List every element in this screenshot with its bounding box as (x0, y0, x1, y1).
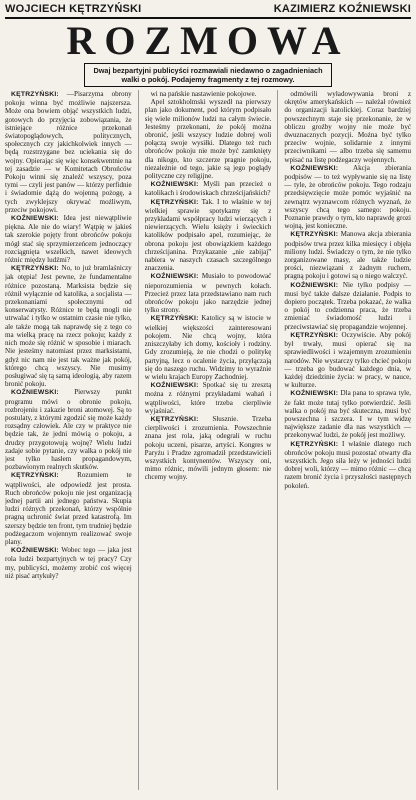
speaker-label: KOŹNIEWSKI: (290, 390, 339, 398)
article-title: ROZMOWA (66, 18, 350, 63)
speaker-label: KOŹNIEWSKI: (290, 281, 339, 289)
article-paragraph (284, 440, 411, 490)
speaker-label: KOŹNIEWSKI: (150, 382, 199, 390)
speaker-label: KĘTRZYŃSKI: (290, 331, 339, 339)
paragraph-text: Katolicy są w istocie w wielkiej większości zainteresowani pokojem. Nie chcą wojny, która zniszczyłaby ich domy, kościoły i rodziny. Gdy zrozumieją, że nie chodzi o politykę partyjną, lecz o ocalenie życia, przyłączają się do naszego ruchu. Widzimy to wyraźnie w wielu krajach Europy Zachodniej. (144, 314, 272, 381)
paragraph-text: Spotkać się tu zresztą można z różnymi przykładami wahań i wątpliwości, które trzeba cierpliwie wyjaśniać. (144, 381, 272, 415)
article-paragraph (145, 198, 272, 273)
article-paragraph (145, 180, 272, 197)
paragraph-text: Apel sztokholmski wyszedł na pierwszy plan jako dokument, pod którym podpisało się wiele milionów ludzi na całym świecie. Jesteśmy przekonani, że pokój można obronić, jeśli wszyscy ludzie dobrej woli połączą swoje wysiłki. Dlatego też ruch obrońców pokoju nie może być zamknięty dla nikogo, kto szczerze pragnie pokoju, niezależnie od tego, jakie są jego poglądy polityczne czy religijne. (144, 98, 272, 181)
paragraph-text: Nie tylko podpisy — musi być także dalsze działanie. Podpis to dopiero początek. Trzeba pokazać, że walka o pokój to codzienna praca, że trzeba zmieniać świadomość ludzi i przeciwstawiać się propagandzie wojennej. (284, 280, 411, 331)
paragraph-text: Myśli pan przecież o katolikach i środowiskach chrześcijańskich? (144, 180, 272, 198)
speaker-label: KOŹNIEWSKI: (11, 389, 59, 397)
speaker-label: KOŹNIEWSKI: (150, 273, 199, 281)
column-divider (277, 90, 278, 790)
article-paragraph (284, 164, 411, 231)
paragraph-text: No, to już bramlaśniczy jak otępia! Jest pewne, że fundamentalne różnice pozostaną. Marksista będzie się różnił wyłącznie od katolika, a socjalista — przekonaniami społecznymi od konserwatysty. Różnice te będą mogli nie utrwalać i tylko w ostatnim czasie nie tylko, ale także mogą tak naprawdę się z tego co ma wielką pracę na rzecz pokoju; każdy z nich może się różnić w sposobie i miarach. Nie jesteśmy natomiast przez marksistami, gdyż nic nam nie jest tak ważne jak pokój, którego chcą wszyscy. Nie musimy posługiwać się tą samą ideologią, aby razem bronić pokoju. (5, 264, 132, 389)
column-divider (138, 90, 139, 790)
author-left: WOJCIECH KĘTRZYŃSKI (5, 3, 142, 15)
paragraph-text: I właśnie dlatego ruch obrońców pokoju musi pozostać otwarty dla wszystkich. Jego siła leży w jedności ludzi dobrej woli, którzy — mimo różnic — chcą razem bronić życia i przyszłości następnych pokoleń. (284, 439, 411, 490)
paragraph-text: Manowa akcja zbierania podpisów trwa przez kilka miesięcy i objęła miliony ludzi. Świadczy o tym, że nie tylko zorganizowane masy, ale także ludzie prości, niezwiązani z żadnym ruchem, pragną pokoju i gotowi są o niego walczyć. (284, 230, 411, 281)
article-paragraph (5, 264, 132, 388)
paragraph-text: Musiało to powodować nieporozumienia w pewnych kołach. Przecież przez lata przedstawiano nam ruch obrońców pokoju jako narzędzie jednej tylko strony. (144, 272, 272, 315)
article-paragraph (284, 389, 411, 439)
speaker-label: KĘTRZYŃSKI: (290, 231, 339, 239)
speaker-label: KOŹNIEWSKI: (150, 181, 199, 189)
speaker-label: KOŹNIEWSKI: (11, 547, 59, 555)
author-byline (5, 3, 411, 15)
paragraph-text: Słusznie. Trzeba cierpliwości i zrozumienia. Powszechnie znana jest rola, jaką odegrali w ruchu pokoju uczeni, pisarze, artyści. Kongres w Paryżu i Pradze zgromadził przedstawicieli wszystkich kontynentów. Wszyscy oni, mimo różnic, mówili jednym głosem: nie chcemy wojny. (144, 414, 272, 482)
article-paragraph (5, 471, 132, 546)
column-2 (145, 90, 272, 790)
speaker-label: KOŹNIEWSKI: (290, 164, 339, 172)
article-paragraph (145, 314, 272, 381)
article-paragraph (145, 98, 272, 180)
paragraph-text: Akcja zbierania podpisów — to też wypływanie się na listę — tyle, że obrońców pokoju. Tego rodzaju przedsięwzięcie może pomóc wyjaśnić na zewnątrz wyznawcom różnych wyznań, że wszyscy chcą tego samego: pokoju. Poznanie prawdy o tym, kto naprawdę grozi wojną, jest konieczne. (284, 163, 411, 231)
article-paragraph (5, 214, 132, 264)
paragraph-text: wi na pańskie nastawienie pokojowe. (150, 90, 257, 98)
paragraph-text: Wobec tego — jaka jest rola ludzi bezpartyjnych w tej pracy? Czy my, publicyści, możemy zrobić coś więcej niż pisać artykuły? (5, 546, 132, 580)
speaker-label: KĘTRZYŃSKI: (150, 315, 199, 323)
article-paragraph (5, 388, 132, 471)
paragraph-text: Oczywiście. Aby pokój był trwały, musi opierać się na sprawiedliwości i wzajemnym zrozumieniu narodów. Nie wystarczy tylko chcieć pokoju — trzeba go budować każdego dnia, w każdej dziedzinie życia: w pracy, w nauce, w kulturze. (284, 330, 411, 390)
article-paragraph (145, 381, 272, 415)
speaker-label: KĘTRZYŃSKI: (290, 440, 339, 448)
article-paragraph (145, 415, 272, 482)
speaker-label: KĘTRZYŃSKI: (11, 91, 59, 98)
article-columns (5, 90, 411, 790)
article-paragraph (145, 272, 272, 314)
speaker-label: KĘTRZYŃSKI: (150, 415, 199, 423)
paragraph-text: odmówili wyładowywania broni z okrętów amerykańskich — należał również do organizacji katolickiej. Coraz bardziej powszechnym staje się przekonanie, że w obliczu groźby wojny nie może być dwuznacznych pozycji. Można być tylko przeciw wojnie, solidarnie z innymi przeciwnikami — albo trzeba się samemu wpisać na listę podżegaczy wojennych. (284, 90, 411, 164)
article-paragraph (284, 90, 411, 164)
speaker-label: KĘTRZYŃSKI: (150, 198, 199, 206)
paragraph-text: Tak. I to właśnie w tej wielkiej sprawie spotykamy się z przykładami współpracy ludzi wierzących i niewierzących. Wielu księży i świeckich katolików podpisało apel, rozumiejąc, że obrona pokoju jest obowiązkiem każdego chrześcijanina. Przykazanie „nie zabijaj” nabiera w naszych czasach szczególnego znaczenia. (144, 197, 272, 273)
article-paragraph (5, 546, 132, 580)
paragraph-text: Rozumiem te wątpliwości, ale odpowiedź jest prosta. Ruch obrońców pokoju nie jest organizacją jednej partii ani jednego państwa. Skupia ludzi różnych przekonań, którzy wspólnie pragną uchronić świat przed katastrofą. Im szerszy będzie ten front, tym trudniej będzie podżegaczom wojennym realizować swoje plany. (5, 471, 132, 546)
author-right: KAZIMIERZ KOŹNIEWSKI (273, 3, 411, 15)
speaker-label: KOŹNIEWSKI: (11, 215, 59, 223)
speaker-label: KĘTRZYŃSKI: (11, 265, 59, 273)
article-paragraph (5, 90, 132, 214)
article-paragraph (284, 230, 411, 280)
paragraph-text: Dla pana to sprawa tyle, że fakt może tutaj tylko potwierdzić. Jeśli walka o pokój ma być skuteczna, musi być powszechna i szczera. I w tym widzę największe zadanie dla nas wszystkich — przekonywać ludzi, że pokój jest możliwy. (284, 389, 411, 440)
article-paragraph (284, 281, 411, 331)
column-3 (284, 90, 411, 790)
speaker-label: KĘTRZYŃSKI: (11, 472, 59, 480)
article-paragraph (145, 90, 272, 98)
column-1 (5, 90, 132, 790)
lead-box: Dwaj bezpartyjni publicyści rozmawiali niedawno o zagadnieniach walki o pokój. Podajemy fragmenty z tej rozmowy. (84, 63, 332, 87)
paragraph-text: Pierwszy punkt programu mówi o obronie pokoju, rozbrojeniu i zakazie broni atomowej. Są to postulaty, z którymi zgodzić się może każdy rozsądny człowiek. Ale czy w praktyce nie będzie tak, że jedni mówią o pokoju, a drudzy przygotowują wojnę? Wielu ludzi zadaje sobie pytanie, czy walka o pokój nie jest tylko hasłem propagandowym, pozbawionym realnych skutków. (5, 388, 132, 472)
paragraph-text: —Pisarzyma obrony pokoju winna być możliwie najszersza. Może ona bowiem objąć wszystkich ludzi, gotowych do przyjęcia zobowiązania, że istniejące różnice przekonań światopoglądowych, politycznych, społecznych czy jakichkolwiek innych — będą rozstrzygane bez uciekania się do wojny. Opierając się więc konsekwentnie na tej zasadzie — w Komitetach Obrońców Pokoju winni się znaleźć wszyscy, poza tymi — czyli jest panów — którzy perfidnie i świadomie dążą do wojenną pożogę, a tych zwyklejszy okrywać możliwym, przeciw pokojowi. (5, 90, 132, 214)
paragraph-text: Idea jest niewątpliwie piękna. Ale nie do wiary! Wątpię w jakieś tak szerokie pojęty front obrońców pokoju mógł stać się sprzymierzeńcem jednoczący rozciągnięta wszelkich, nawet ideowych różnic między ludźmi? (5, 214, 132, 265)
article-paragraph (284, 331, 411, 389)
